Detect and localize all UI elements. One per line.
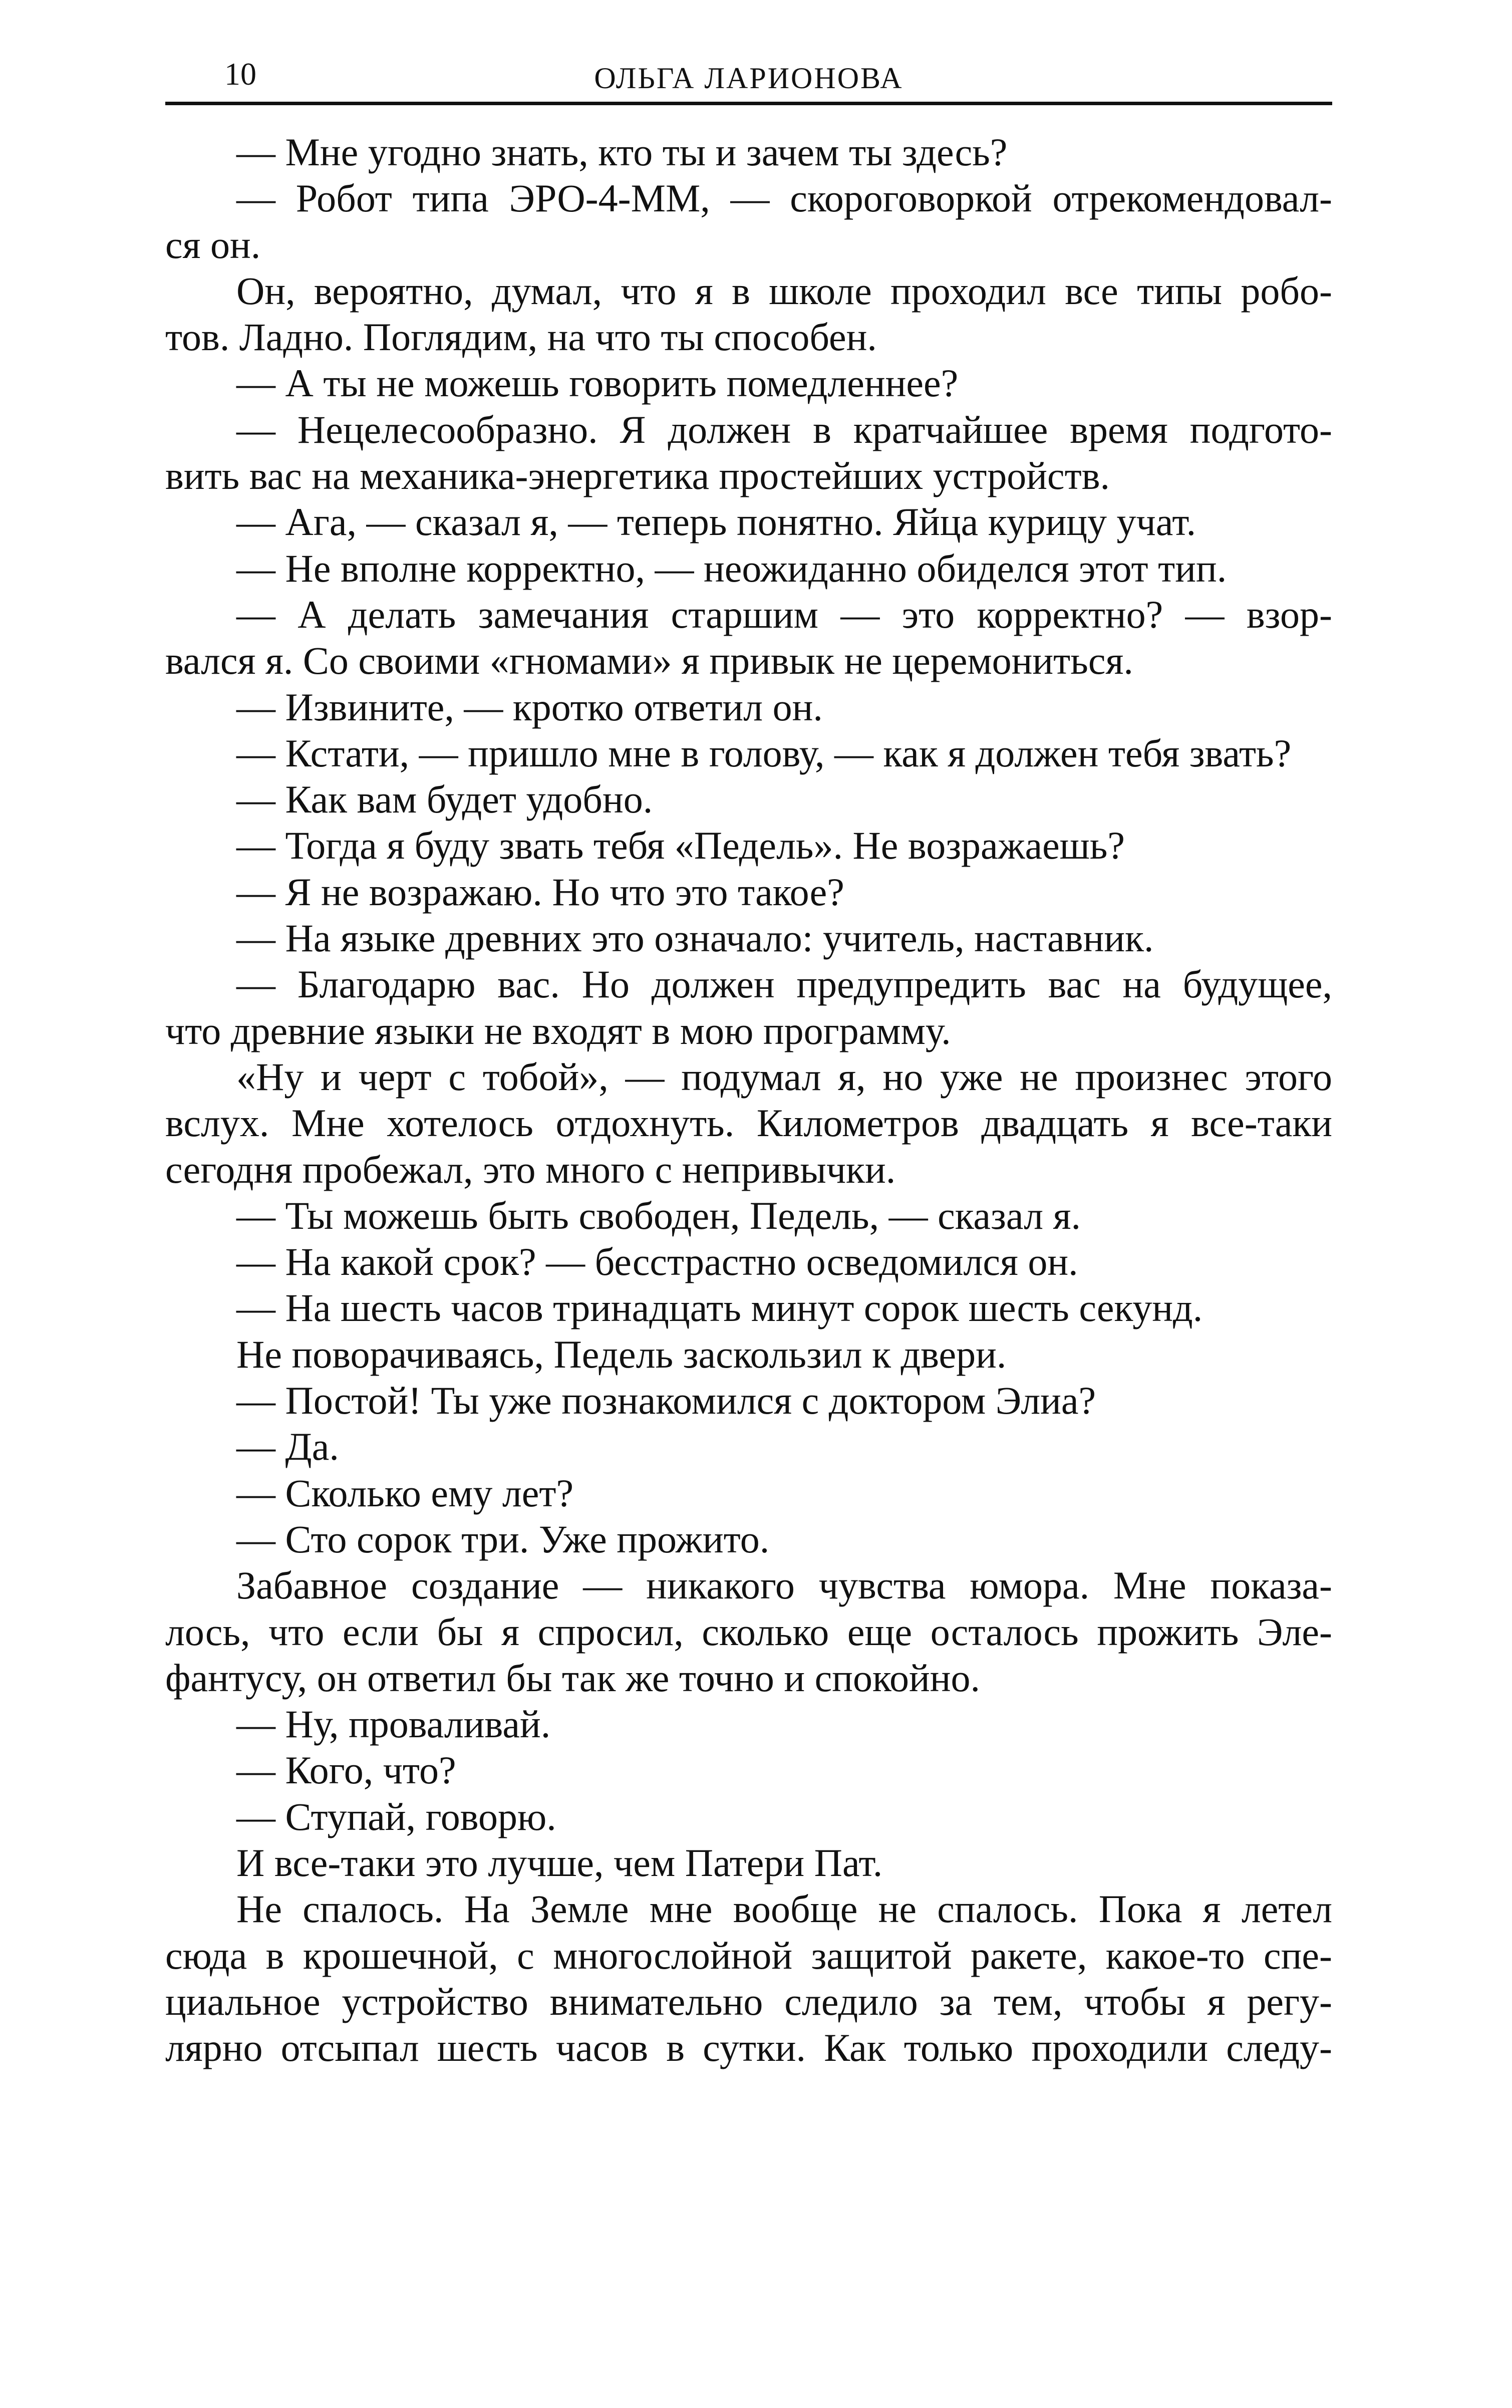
text-line: — Кого, что? — [236, 1748, 456, 1792]
text-line: — Кстати, — пришло мне в голову, — как я должен тебя звать? — [236, 731, 1292, 775]
text-line: — Не вполне корректно, — неожиданно обиделся этот тип. — [236, 546, 1227, 590]
text-line: — Да. — [236, 1425, 339, 1469]
text-line: — Я не возражаю. Но что это такое? — [236, 870, 844, 914]
page-number: 10 — [224, 56, 256, 92]
text-line: — Ага, — сказал я, — теперь понятно. Яйца курицу учат. — [236, 500, 1196, 544]
text-line: — Сто сорок три. Уже прожито. — [236, 1517, 770, 1561]
text-line: вался я. Со своими «гномами» я привык не церемониться. — [165, 639, 1133, 683]
text-line: Забавное создание — никакого чувства юмора. Мне показа- — [236, 1563, 1332, 1608]
text-line: И все-таки это лучше, чем Патери Пат. — [236, 1840, 883, 1885]
running-head-author: ОЛЬГА ЛАРИОНОВА — [594, 62, 903, 95]
text-line: — Ты можешь быть свободен, Педель, — сказал я. — [236, 1193, 1081, 1237]
text-line: «Ну и черт с тобой», — подумал я, но уже не произнес этого — [236, 1054, 1332, 1099]
text-line: фантусу, он ответил бы так же точно и спокойно. — [165, 1656, 980, 1700]
text-line: ся он. — [165, 222, 261, 266]
text-line: что древние языки не входят в мою программу. — [165, 1008, 951, 1052]
text-line: — Ну, проваливай. — [236, 1702, 551, 1746]
body-text — [165, 129, 1332, 2071]
text-line: — Извините, — кротко ответил он. — [236, 685, 823, 729]
text-line: — А делать замечания старшим — это корректно? — взор- — [236, 592, 1332, 636]
text-line: — Нецелесообразно. Я должен в кратчайшее время подгото- — [236, 407, 1332, 451]
text-line: лярно отсыпал шесть часов в сутки. Как только проходили следу- — [165, 2026, 1332, 2070]
text-line: лось, что если бы я спросил, сколько еще осталось прожить Эле- — [165, 1610, 1332, 1654]
text-line: Не поворачиваясь, Педель заскользил к двери. — [236, 1332, 1007, 1376]
text-line: Не спалось. На Земле мне вообще не спалось. Пока я летел — [236, 1887, 1332, 1931]
text-line: — Как вам будет удобно. — [236, 777, 653, 822]
text-line: — Постой! Ты уже познакомился с доктором Элиа? — [236, 1379, 1096, 1423]
text-line: тов. Ладно. Поглядим, на что ты способен. — [165, 315, 877, 359]
text-line: вслух. Мне хотелось отдохнуть. Километров двадцать я все-таки — [165, 1101, 1332, 1145]
text-line: — Благодарю вас. Но должен предупредить вас на будущее, — [236, 962, 1332, 1006]
text-line: циальное устройство внимательно следило за тем, чтобы я регу- — [165, 1979, 1332, 2023]
text-line: — На языке древних это означало: учитель, наставник. — [236, 916, 1154, 960]
text-line: Он, вероятно, думал, что я в школе проходил все типы робо- — [236, 269, 1332, 313]
text-line: — На шесть часов тринадцать минут сорок шесть секунд. — [236, 1286, 1203, 1330]
text-line: сюда в крошечной, с многослойной защитой ракете, какое-то спе- — [165, 1933, 1332, 1977]
text-line: — Сколько ему лет? — [236, 1471, 574, 1515]
text-line: — А ты не можешь говорить помедленнее? — [236, 361, 959, 405]
text-line: — На какой срок? — бесстрастно осведомился он. — [236, 1240, 1078, 1284]
text-line: — Мне угодно знать, кто ты и зачем ты здесь? — [236, 130, 1008, 174]
text-line: вить вас на механика-энергетика простейших устройств. — [165, 454, 1110, 498]
text-line: — Тогда я буду звать тебя «Педель». Не возражаешь? — [236, 824, 1125, 868]
running-head — [165, 54, 1332, 105]
text-line: — Ступай, говорю. — [236, 1794, 556, 1838]
text-line: сегодня пробежал, это много с непривычки. — [165, 1147, 896, 1191]
text-line: — Робот типа ЭРО-4-ММ, — скороговоркой отрекомендовал- — [236, 176, 1332, 220]
